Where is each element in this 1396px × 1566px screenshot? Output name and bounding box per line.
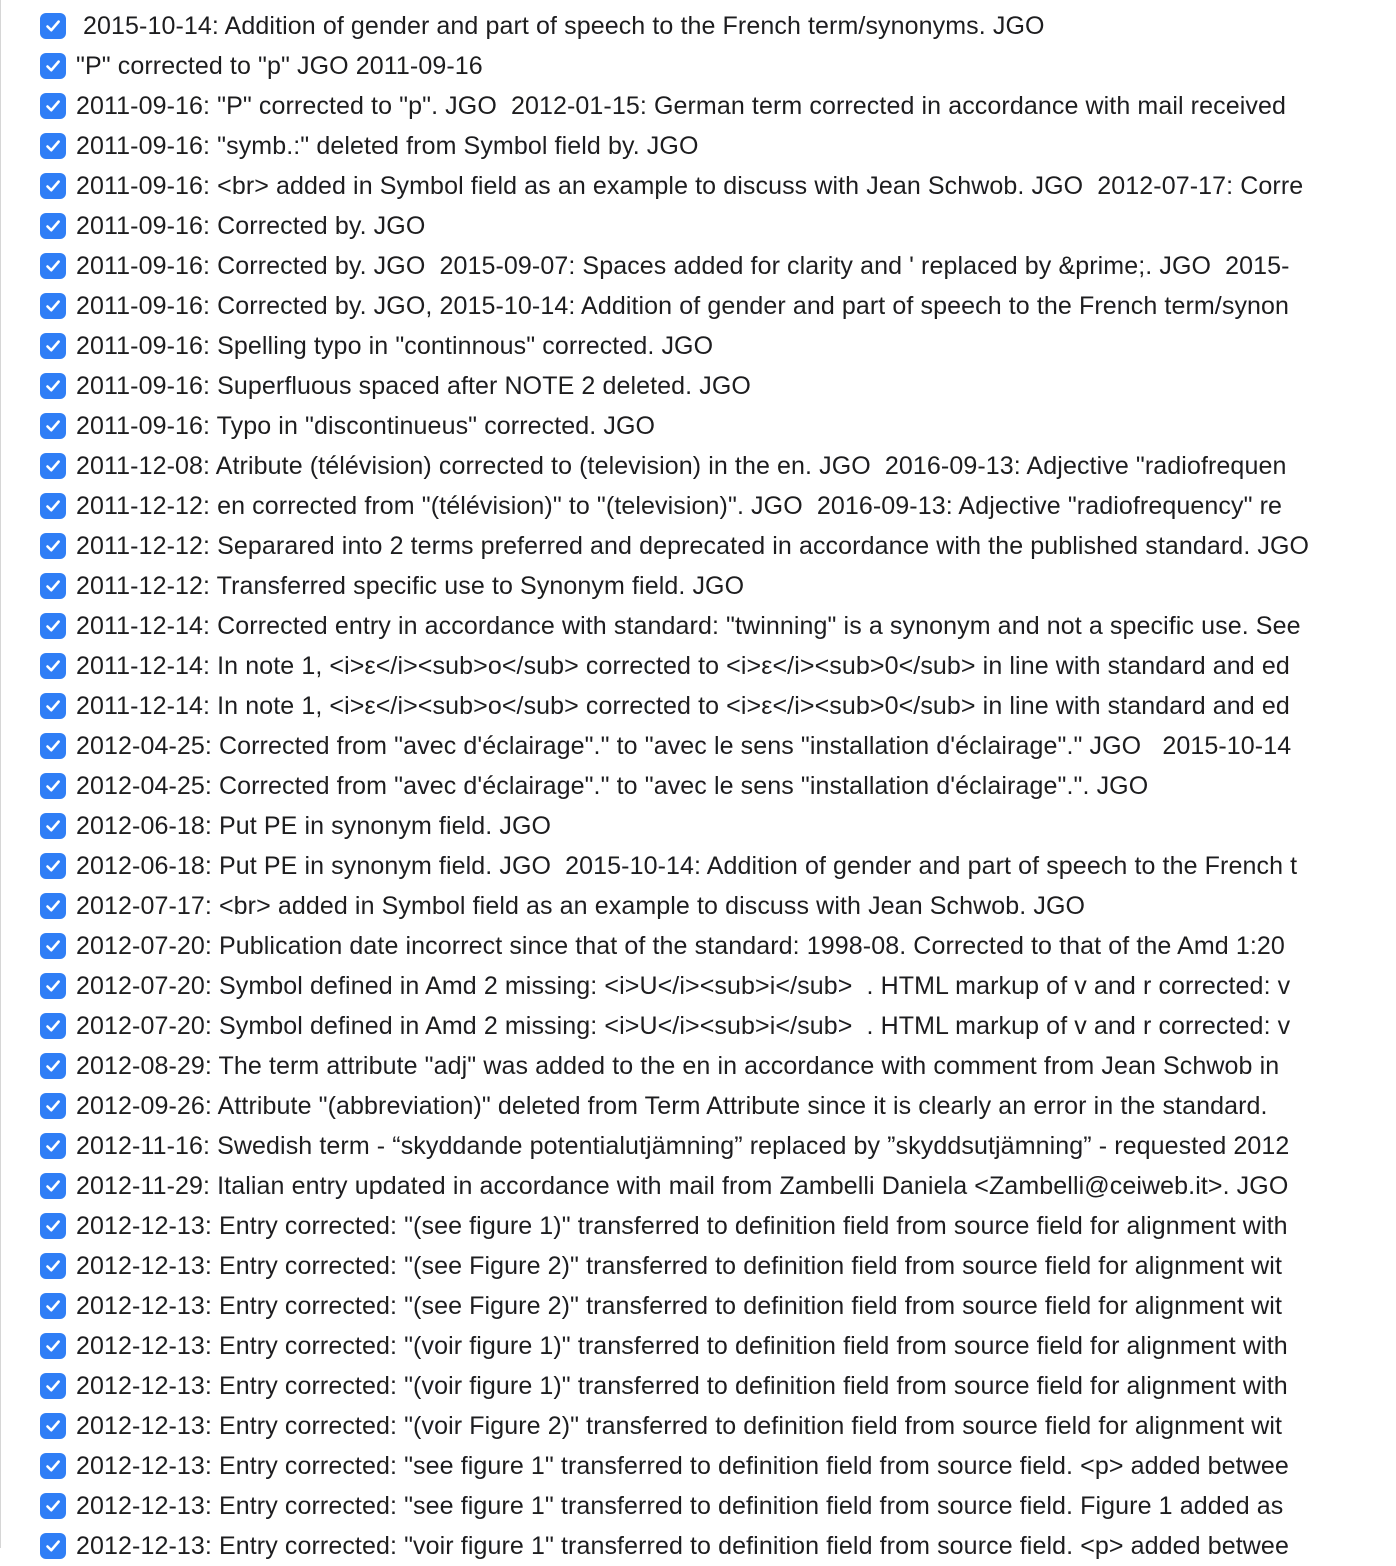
item-checkbox[interactable] bbox=[40, 1053, 66, 1079]
item-checkbox[interactable] bbox=[40, 333, 66, 359]
item-label: 2012-12-13: Entry corrected: "(see figure 1)" transferred to definition field from source field for alignment with bbox=[76, 1212, 1288, 1240]
item-checkbox[interactable] bbox=[40, 453, 66, 479]
item-checkbox[interactable] bbox=[40, 1133, 66, 1159]
list-item[interactable] bbox=[0, 1326, 1396, 1366]
item-label: 2012-04-25: Corrected from "avec d'éclairage"." to "avec le sens "installation d'éclairage"." JGO 2015-10-14 bbox=[76, 732, 1292, 760]
item-label: 2012-07-17: <br> added in Symbol field as an example to discuss with Jean Schwob. JGO bbox=[76, 892, 1086, 920]
checkmark-icon bbox=[44, 177, 62, 195]
item-checkbox[interactable] bbox=[40, 1413, 66, 1439]
checkmark-icon bbox=[44, 1377, 62, 1395]
item-checkbox[interactable] bbox=[40, 973, 66, 999]
item-checkbox[interactable] bbox=[40, 1213, 66, 1239]
item-checkbox[interactable] bbox=[40, 893, 66, 919]
list-item[interactable] bbox=[0, 246, 1396, 286]
list-item[interactable] bbox=[0, 846, 1396, 886]
list-item[interactable] bbox=[0, 286, 1396, 326]
list-item[interactable] bbox=[0, 1006, 1396, 1046]
list-item[interactable] bbox=[0, 1446, 1396, 1486]
item-checkbox[interactable] bbox=[40, 1533, 66, 1559]
item-checkbox[interactable] bbox=[40, 493, 66, 519]
item-label: 2012-07-20: Symbol defined in Amd 2 missing: <i>U</i><sub>i</sub> . HTML markup of v and r corrected: v bbox=[76, 972, 1291, 1000]
list-item[interactable] bbox=[0, 726, 1396, 766]
checkmark-icon bbox=[44, 537, 62, 555]
list-item[interactable] bbox=[0, 406, 1396, 446]
checkmark-icon bbox=[44, 1217, 62, 1235]
checkmark-icon bbox=[44, 1097, 62, 1115]
item-label: 2012-11-16: Swedish term - “skyddande potentialutjämning” replaced by ”skyddsutjämning” - requested 2012 bbox=[76, 1132, 1290, 1160]
checkmark-icon bbox=[44, 17, 62, 35]
item-checkbox[interactable] bbox=[40, 653, 66, 679]
checkmark-icon bbox=[44, 497, 62, 515]
item-label: 2011-12-12: Transferred specific use to Synonym field. JGO bbox=[76, 572, 745, 600]
list-item[interactable] bbox=[0, 446, 1396, 486]
checkmark-icon bbox=[44, 257, 62, 275]
item-label: 2011-12-14: Corrected entry in accordance with standard: "twinning" is a synonym and not a specific use. See bbox=[76, 612, 1301, 640]
item-label: 2012-12-13: Entry corrected: "(see Figure 2)" transferred to definition field from source field for alignment wit bbox=[76, 1252, 1282, 1280]
item-label: 2012-12-13: Entry corrected: "see figure 1" transferred to definition field from source field. Figure 1 added as bbox=[76, 1492, 1284, 1520]
checkmark-icon bbox=[44, 97, 62, 115]
item-checkbox[interactable] bbox=[40, 693, 66, 719]
item-checkbox[interactable] bbox=[40, 93, 66, 119]
item-label: 2011-12-12: Separared into 2 terms preferred and deprecated in accordance with the published standard. JGO bbox=[76, 532, 1310, 560]
checkmark-icon bbox=[44, 1177, 62, 1195]
checkmark-icon bbox=[44, 1297, 62, 1315]
checkmark-icon bbox=[44, 617, 62, 635]
item-label: 2012-12-13: Entry corrected: "(voir figure 1)" transferred to definition field from source field for alignment with bbox=[76, 1372, 1288, 1400]
list-item[interactable] bbox=[0, 806, 1396, 846]
checkmark-icon bbox=[44, 857, 62, 875]
checkmark-icon bbox=[44, 297, 62, 315]
item-label: 2012-12-13: Entry corrected: "(voir Figure 2)" transferred to definition field from source field for alignment wit bbox=[76, 1412, 1283, 1440]
item-checkbox[interactable] bbox=[40, 1493, 66, 1519]
checkmark-icon bbox=[44, 897, 62, 915]
item-label: 2011-09-16: "symb.:" deleted from Symbol field by. JGO bbox=[76, 132, 699, 160]
checkmark-icon bbox=[44, 1057, 62, 1075]
checkmark-icon bbox=[44, 737, 62, 755]
list-item[interactable] bbox=[0, 1246, 1396, 1286]
item-checkbox[interactable] bbox=[40, 1013, 66, 1039]
checkmark-icon bbox=[44, 1017, 62, 1035]
item-label: 2011-09-16: Typo in "discontinueus" corrected. JGO bbox=[76, 412, 656, 440]
item-label: 2012-12-13: Entry corrected: "voir figure 1" transferred to definition field from source field. <p> added betwee bbox=[76, 1532, 1289, 1560]
item-label: 2012-12-13: Entry corrected: "see figure 1" transferred to definition field from source field. <p> added betwee bbox=[76, 1452, 1289, 1480]
item-label: 2012-08-29: The term attribute "adj" was added to the en in accordance with comment from Jean Schwob in bbox=[76, 1052, 1280, 1080]
list-item[interactable] bbox=[0, 526, 1396, 566]
item-label: 2011-09-16: Corrected by. JGO bbox=[76, 212, 426, 240]
checkmark-icon bbox=[44, 1257, 62, 1275]
checkmark-icon bbox=[44, 377, 62, 395]
item-checkbox[interactable] bbox=[40, 573, 66, 599]
list-item[interactable] bbox=[0, 366, 1396, 406]
item-label: 2012-12-13: Entry corrected: "(voir figure 1)" transferred to definition field from source field for alignment with bbox=[76, 1332, 1288, 1360]
checkmark-icon bbox=[44, 777, 62, 795]
item-checkbox[interactable] bbox=[40, 53, 66, 79]
checkmark-icon bbox=[44, 577, 62, 595]
checkmark-icon bbox=[44, 1417, 62, 1435]
item-checkbox[interactable] bbox=[40, 733, 66, 759]
list-item[interactable] bbox=[0, 126, 1396, 166]
checkmark-icon bbox=[44, 697, 62, 715]
item-checkbox[interactable] bbox=[40, 1293, 66, 1319]
item-label: 2012-07-20: Publication date incorrect since that of the standard: 1998-08. Corrected to that of the Amd 1:20 bbox=[76, 932, 1285, 960]
item-checkbox[interactable] bbox=[40, 213, 66, 239]
list-item[interactable] bbox=[0, 966, 1396, 1006]
item-label: 2011-09-16: Corrected by. JGO, 2015-10-14: Addition of gender and part of speech to the French term/synon bbox=[76, 292, 1290, 320]
item-checkbox[interactable] bbox=[40, 813, 66, 839]
item-label: 2011-09-16: <br> added in Symbol field as an example to discuss with Jean Schwob. JGO 2012-07-17: Corre bbox=[76, 172, 1304, 200]
item-label: 2011-12-08: Atribute (télévision) corrected to (television) in the en. JGO 2016-09-13: Adjective "radiofrequen bbox=[76, 452, 1287, 480]
list-item[interactable] bbox=[0, 166, 1396, 206]
item-label: 2015-10-14: Addition of gender and part of speech to the French term/synonyms. JGO bbox=[76, 12, 1045, 40]
checkmark-icon bbox=[44, 977, 62, 995]
list-item[interactable] bbox=[0, 1046, 1396, 1086]
item-checkbox[interactable] bbox=[40, 1373, 66, 1399]
list-item[interactable] bbox=[0, 1086, 1396, 1126]
list-item[interactable] bbox=[0, 1406, 1396, 1446]
item-checkbox[interactable] bbox=[40, 773, 66, 799]
checkmark-icon bbox=[44, 657, 62, 675]
item-checkbox[interactable] bbox=[40, 613, 66, 639]
item-label: 2012-06-18: Put PE in synonym field. JGO bbox=[76, 812, 552, 840]
list-item[interactable] bbox=[0, 46, 1396, 86]
checkmark-icon bbox=[44, 1457, 62, 1475]
item-checkbox[interactable] bbox=[40, 13, 66, 39]
item-checkbox[interactable] bbox=[40, 253, 66, 279]
list-item[interactable] bbox=[0, 1366, 1396, 1406]
item-label: "P" corrected to "p" JGO 2011-09-16 bbox=[76, 52, 483, 80]
list-item[interactable] bbox=[0, 886, 1396, 926]
item-label: 2011-09-16: "P" corrected to "p". JGO 2012-01-15: German term corrected in accordance with mail received bbox=[76, 92, 1286, 120]
list-item[interactable] bbox=[0, 6, 1396, 46]
list-item[interactable] bbox=[0, 1286, 1396, 1326]
list-item[interactable] bbox=[0, 326, 1396, 366]
list-item[interactable] bbox=[0, 1206, 1396, 1246]
item-label: 2011-12-14: In note 1, <i>ε</i><sub>o</sub> corrected to <i>ε</i><sub>0</sub> in line with standard and ed bbox=[76, 652, 1290, 680]
item-label: 2012-04-25: Corrected from "avec d'éclairage"." to "avec le sens "installation d'éclairage".". JGO bbox=[76, 772, 1149, 800]
checkmark-icon bbox=[44, 1337, 62, 1355]
checkmark-icon bbox=[44, 1537, 62, 1555]
item-label: 2011-09-16: Corrected by. JGO 2015-09-07: Spaces added for clarity and ' replaced by &prime;. JGO 2015- bbox=[76, 252, 1290, 280]
checkmark-icon bbox=[44, 1497, 62, 1515]
list-item[interactable] bbox=[0, 486, 1396, 526]
list-item[interactable] bbox=[0, 206, 1396, 246]
checkmark-icon bbox=[44, 937, 62, 955]
list-item[interactable] bbox=[0, 1486, 1396, 1526]
list-item[interactable] bbox=[0, 926, 1396, 966]
item-checkbox[interactable] bbox=[40, 133, 66, 159]
item-label: 2011-09-16: Spelling typo in "continnous" corrected. JGO bbox=[76, 332, 714, 360]
item-label: 2012-07-20: Symbol defined in Amd 2 missing: <i>U</i><sub>i</sub> . HTML markup of v and r corrected: v bbox=[76, 1012, 1291, 1040]
item-checkbox[interactable] bbox=[40, 373, 66, 399]
item-label: 2011-09-16: Superfluous spaced after NOTE 2 deleted. JGO bbox=[76, 372, 751, 400]
checkmark-icon bbox=[44, 417, 62, 435]
item-checkbox[interactable] bbox=[40, 853, 66, 879]
list-item[interactable] bbox=[0, 566, 1396, 606]
item-label: 2012-09-26: Attribute "(abbreviation)" deleted from Term Attribute since it is clearly an error in the standard. bbox=[76, 1092, 1268, 1120]
item-label: 2012-11-29: Italian entry updated in accordance with mail from Zambelli Daniela <Zambelli@ceiweb.it>. JGO bbox=[76, 1172, 1289, 1200]
filter-value-list bbox=[0, 6, 1396, 1566]
checkmark-icon bbox=[44, 1137, 62, 1155]
list-item[interactable] bbox=[0, 1526, 1396, 1566]
item-checkbox[interactable] bbox=[40, 533, 66, 559]
item-label: 2012-06-18: Put PE in synonym field. JGO 2015-10-14: Addition of gender and part of speech to the French t bbox=[76, 852, 1298, 880]
list-item[interactable] bbox=[0, 1166, 1396, 1206]
item-checkbox[interactable] bbox=[40, 1453, 66, 1479]
item-checkbox[interactable] bbox=[40, 1093, 66, 1119]
item-checkbox[interactable] bbox=[40, 1253, 66, 1279]
item-checkbox[interactable] bbox=[40, 1333, 66, 1359]
list-item[interactable] bbox=[0, 1126, 1396, 1166]
item-label: 2011-12-12: en corrected from "(télévision)" to "(television)". JGO 2016-09-13: Adjective "radiofrequency" re bbox=[76, 492, 1283, 520]
checkmark-icon bbox=[44, 217, 62, 235]
item-checkbox[interactable] bbox=[40, 1173, 66, 1199]
item-checkbox[interactable] bbox=[40, 933, 66, 959]
item-checkbox[interactable] bbox=[40, 293, 66, 319]
item-checkbox[interactable] bbox=[40, 173, 66, 199]
checkmark-icon bbox=[44, 137, 62, 155]
item-checkbox[interactable] bbox=[40, 413, 66, 439]
list-item[interactable] bbox=[0, 606, 1396, 646]
list-item[interactable] bbox=[0, 86, 1396, 126]
item-label: 2011-12-14: In note 1, <i>ε</i><sub>o</sub> corrected to <i>ε</i><sub>0</sub> in line with standard and ed bbox=[76, 692, 1290, 720]
checkmark-icon bbox=[44, 337, 62, 355]
checkmark-icon bbox=[44, 457, 62, 475]
list-item[interactable] bbox=[0, 646, 1396, 686]
list-item[interactable] bbox=[0, 766, 1396, 806]
list-item[interactable] bbox=[0, 686, 1396, 726]
item-label: 2012-12-13: Entry corrected: "(see Figure 2)" transferred to definition field from source field for alignment wit bbox=[76, 1292, 1282, 1320]
checkmark-icon bbox=[44, 57, 62, 75]
checkmark-icon bbox=[44, 817, 62, 835]
